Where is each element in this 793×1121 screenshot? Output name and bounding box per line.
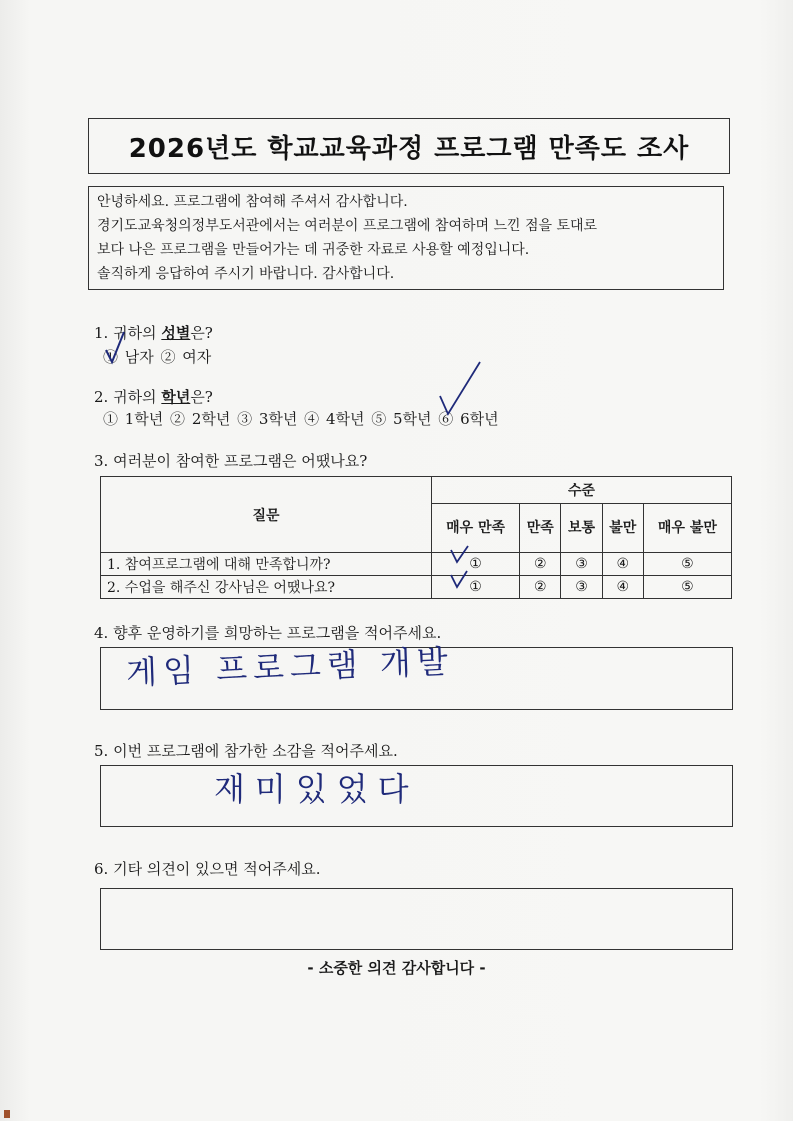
intro-line: 안녕하세요. 프로그램에 참여해 주셔서 감사합니다. <box>97 194 408 210</box>
rating-cell[interactable]: ④ <box>602 576 643 599</box>
intro-line: 솔직하게 응답하여 주시기 바랍니다. 감사합니다. <box>97 266 395 282</box>
question-1-keyword: 성별 <box>161 324 191 342</box>
rating-cell[interactable]: ② <box>520 553 561 576</box>
question-4: 4. 향후 운영하기를 희망하는 프로그램을 적어주세요. <box>94 624 442 642</box>
question-6: 6. 기타 의견이 있으면 적어주세요. <box>94 860 321 878</box>
footer-thanks: - 소중한 의견 감사합니다 - <box>307 959 486 977</box>
level-very-dissatisfied: 매우 불만 <box>643 504 731 553</box>
question-1-suffix: 은? <box>190 324 213 342</box>
question-2-prefix: 2. 귀하의 <box>94 388 162 406</box>
rating-cell[interactable]: ⑤ <box>643 576 731 599</box>
paper-edge-mark <box>4 1110 10 1118</box>
rating-cell[interactable]: ④ <box>602 553 643 576</box>
rating-cell[interactable]: ① <box>432 553 520 576</box>
check-mark-row2 <box>451 571 467 587</box>
level-dissatisfied: 불만 <box>602 504 643 553</box>
table-question-header: 질문 <box>101 477 432 553</box>
rating-cell[interactable]: ① <box>432 576 520 599</box>
rating-cell[interactable]: ⑤ <box>643 553 731 576</box>
question-2-options[interactable]: ① 1학년 ② 2학년 ③ 3학년 ④ 4학년 ⑤ 5학년 ⑥ 6학년 <box>103 410 499 428</box>
intro-line: 보다 나은 프로그램을 만들어가는 데 귀중한 자료로 사용할 예정입니다. <box>97 242 530 258</box>
question-2-keyword: 학년 <box>161 388 191 406</box>
survey-title: 2026년도 학교교육과정 프로그램 만족도 조사 <box>128 133 690 164</box>
check-mark-q2 <box>440 362 480 414</box>
check-mark-q1 <box>106 332 124 362</box>
rating-cell[interactable]: ③ <box>561 553 602 576</box>
question-4-handwritten-answer: 게임 프로그램 개발 <box>125 642 455 692</box>
question-5-handwritten-answer: 재미있었다 <box>214 770 419 808</box>
rating-cell[interactable]: ③ <box>561 576 602 599</box>
level-satisfied: 만족 <box>520 504 561 553</box>
question-3: 3. 여러분이 참여한 프로그램은 어땠나요? <box>94 452 368 470</box>
level-very-satisfied: 매우 만족 <box>432 504 520 553</box>
question-1-options[interactable]: ① 남자 ② 여자 <box>103 348 212 366</box>
row-question: 2. 수업을 해주신 강사님은 어땠나요? <box>101 576 432 599</box>
question-5: 5. 이번 프로그램에 참가한 소감을 적어주세요. <box>94 742 398 760</box>
table-level-header: 수준 <box>432 477 732 504</box>
question-1-prefix: 1. 귀하의 <box>94 324 162 342</box>
intro-line: 경기도교육청의정부도서관에서는 여러분이 프로그램에 참여하며 느낀 점을 토대로 <box>97 218 598 234</box>
row-question: 1. 참여프로그램에 대해 만족합니까? <box>101 553 432 576</box>
level-neutral: 보통 <box>561 504 602 553</box>
question-2-suffix: 은? <box>190 388 213 406</box>
rating-cell[interactable]: ② <box>520 576 561 599</box>
check-mark-row1 <box>451 546 468 562</box>
